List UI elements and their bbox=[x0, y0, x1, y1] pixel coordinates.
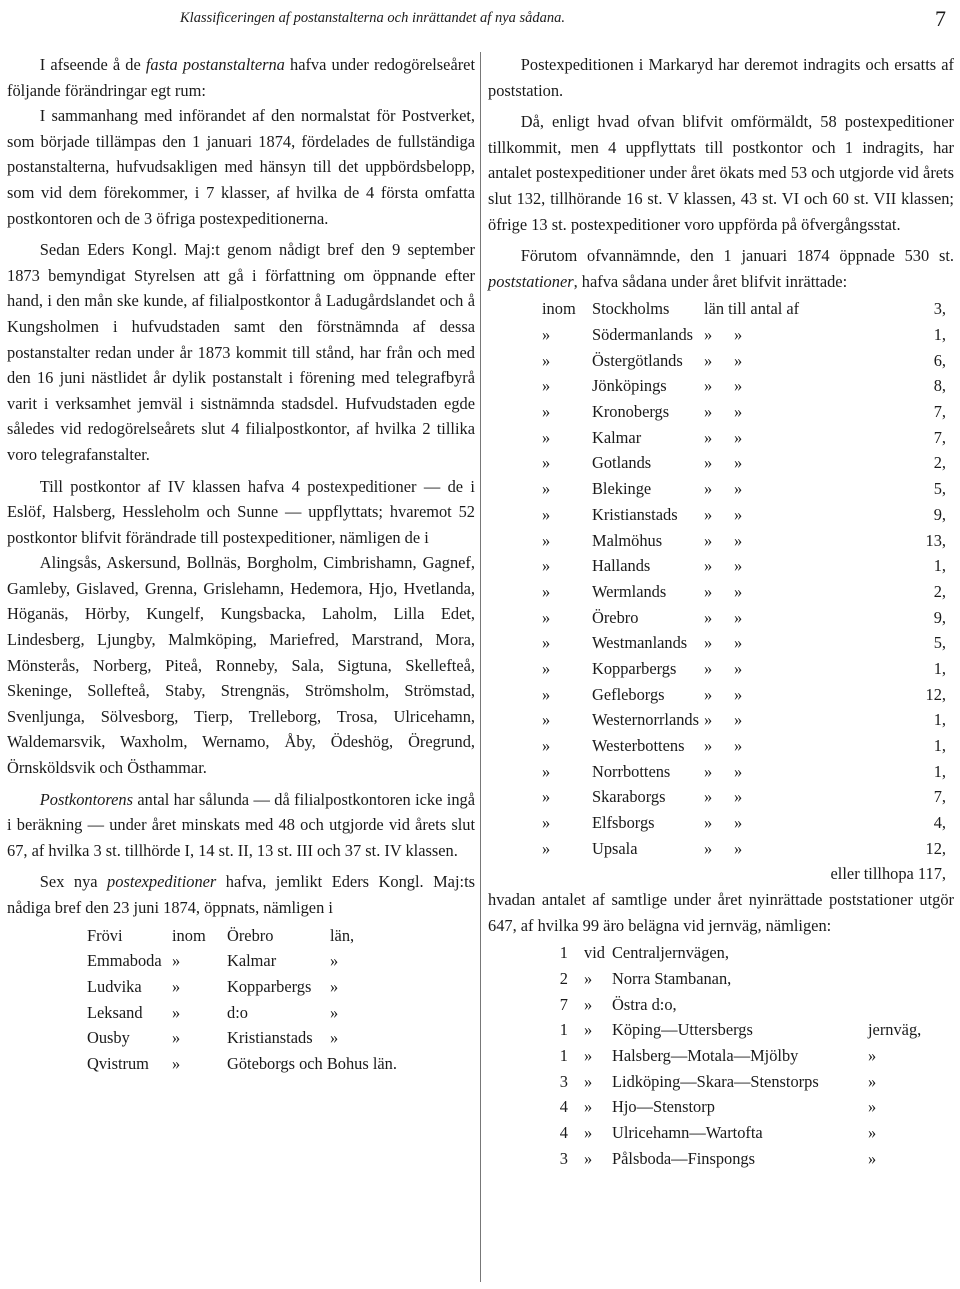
lan-row-cell: Örebro bbox=[592, 607, 639, 627]
railway-row-cell: Lidköping—Skara—Stenstorps bbox=[612, 1071, 819, 1091]
lan-row-cell: Westernorrlands bbox=[592, 710, 700, 730]
lan-row-cell: 7, bbox=[933, 402, 946, 422]
lan-row bbox=[488, 707, 954, 733]
lan-row-cell: 1, bbox=[933, 325, 946, 345]
expeditions-list bbox=[7, 923, 475, 1077]
railway-row-cell: Norra Stambanan, bbox=[612, 968, 732, 988]
text: antal har sålunda — då filialpostkontoren icke ingå i beräkning — under året minskats med 48 och utgjorde vid årets slut 67, af hvilka 3 st. tillhörde I, 14 st. II, 13 st. III och 37 st. IV klassen. bbox=[7, 789, 475, 860]
lan-row-cell: » bbox=[704, 530, 713, 550]
lan-row-cell: » bbox=[734, 787, 743, 807]
railway-row-cell: » bbox=[868, 1148, 877, 1168]
lan-row-cell: Kronobergs bbox=[592, 402, 670, 422]
lan-row-cell: » bbox=[542, 530, 551, 550]
lan-row-cell: » bbox=[704, 376, 713, 396]
lan-row-cell: » bbox=[704, 710, 713, 730]
expedition-row bbox=[7, 1051, 475, 1077]
lan-row-cell: Östergötlands bbox=[592, 350, 683, 370]
emphasis: postexpeditioner bbox=[107, 872, 217, 892]
lan-row-cell: » bbox=[542, 736, 551, 756]
railway-row-cell: vid bbox=[584, 943, 605, 963]
railway-row-cell: » bbox=[584, 1046, 593, 1065]
page-number: 7 bbox=[935, 6, 946, 31]
lan-row-cell: » bbox=[734, 813, 743, 833]
lan-row-cell: » bbox=[542, 813, 551, 833]
lan-row-cell: » bbox=[734, 607, 743, 627]
railway-row-cell: » bbox=[868, 1071, 877, 1091]
lan-row-cell: » bbox=[704, 658, 713, 678]
emphasis: poststationer bbox=[488, 271, 574, 291]
lan-row-cell: » bbox=[542, 479, 551, 499]
lan-row-cell: 8, bbox=[933, 376, 946, 396]
lan-row-cell: Upsala bbox=[592, 838, 638, 858]
lan-row-cell: 9, bbox=[933, 504, 946, 524]
lan-row-cell: 2, bbox=[933, 453, 946, 473]
lan-row-cell: 13, bbox=[925, 530, 946, 550]
lan-row-cell: 1, bbox=[933, 556, 946, 576]
railway-row-cell: 1 bbox=[559, 1020, 568, 1040]
lan-row-cell: » bbox=[704, 479, 713, 499]
paragraph-jernvag: hvadan antalet af samtlige under året nyinrättade poststationer utgör 647, af hvilka 99 äro belägna vid jernväg, nämligen: bbox=[488, 890, 954, 935]
lan-row bbox=[488, 784, 954, 810]
expedition-row bbox=[7, 948, 475, 974]
railway-row-cell: 4 bbox=[559, 1123, 568, 1143]
expedition-row-cell: Qvistrum bbox=[87, 1054, 149, 1074]
lan-row-cell: » bbox=[704, 787, 713, 807]
railway-row-cell: 1 bbox=[559, 1046, 568, 1065]
expedition-row-cell: Ousby bbox=[87, 1028, 130, 1048]
expedition-row-cell: » bbox=[330, 976, 339, 996]
railway-row-cell: » bbox=[584, 994, 593, 1014]
lan-row-cell: inom bbox=[542, 299, 576, 319]
lan-row-cell: » bbox=[734, 504, 743, 524]
lan-row-cell: » bbox=[704, 633, 713, 653]
railway-row bbox=[488, 940, 954, 966]
lan-row-cell: » bbox=[734, 376, 743, 396]
paragraph-markaryd: Postexpeditionen i Markaryd har deremot indragits och ersatts af poststation. bbox=[488, 55, 954, 100]
left-column bbox=[7, 52, 475, 1077]
lan-row-cell: Skaraborgs bbox=[592, 787, 666, 807]
railway-row-cell: Ulricehamn—Wartofta bbox=[612, 1123, 763, 1143]
lan-row-cell: » bbox=[542, 658, 551, 678]
railway-row-cell: » bbox=[868, 1123, 877, 1143]
expedition-row-cell: Örebro bbox=[227, 925, 274, 945]
lan-row bbox=[488, 348, 954, 374]
lan-row-cell: 1, bbox=[933, 658, 946, 678]
railway-row-cell: » bbox=[584, 1097, 593, 1117]
lan-row-cell: » bbox=[542, 633, 551, 653]
lan-row-cell: » bbox=[542, 325, 551, 345]
lan-row bbox=[488, 450, 954, 476]
expedition-row-cell: län, bbox=[330, 925, 355, 945]
right-column bbox=[488, 52, 954, 1171]
railway-row bbox=[488, 1094, 954, 1120]
lan-row bbox=[488, 296, 954, 322]
paragraph-uppflyttade: Till postkontor af IV klassen hafva 4 postexpeditioner — de i Eslöf, Halsberg, Hessleholm och Sunne — uppflyttats; hvaremot 52 postkontor blifvit förändrade till postexpeditioner, nämligen de i bbox=[7, 476, 475, 547]
railway-row-cell: Köping—Uttersbergs bbox=[612, 1020, 753, 1040]
lan-row-cell: län till antal af bbox=[704, 299, 800, 319]
railway-row-cell: » bbox=[584, 1123, 593, 1143]
expedition-row bbox=[7, 1025, 475, 1051]
lan-row-cell: » bbox=[542, 581, 551, 601]
lan-row-cell: » bbox=[704, 607, 713, 627]
lan-row-cell: » bbox=[704, 350, 713, 370]
emphasis: fasta postanstalterna bbox=[145, 55, 285, 74]
expedition-row-cell: Emmaboda bbox=[87, 951, 162, 971]
lan-row bbox=[488, 759, 954, 785]
lan-row-cell: » bbox=[542, 761, 551, 781]
lan-row-cell: » bbox=[734, 350, 743, 370]
lan-row-cell: 4, bbox=[933, 813, 946, 833]
paragraph-nya-postexpeditioner bbox=[7, 869, 475, 920]
lan-row-cell: 12, bbox=[925, 684, 946, 704]
lan-row-cell: » bbox=[704, 761, 713, 781]
paragraph-postkontorens-antal bbox=[7, 787, 475, 864]
railway-row bbox=[488, 1069, 954, 1095]
lan-row-cell: Jönköpings bbox=[592, 376, 667, 396]
text: , hafva sådana under året blifvit inrättade: bbox=[573, 271, 848, 291]
railway-row bbox=[488, 966, 954, 992]
text: hafva, jemlikt Eders Kongl. Maj:ts nådiga bref den 23 juni 1874, öppnats, nämligen i bbox=[7, 872, 475, 917]
lan-row bbox=[488, 322, 954, 348]
lan-row-cell: » bbox=[542, 684, 551, 704]
lan-row-cell: » bbox=[704, 684, 713, 704]
lan-row-cell: Norrbottens bbox=[592, 761, 671, 781]
lan-row bbox=[488, 733, 954, 759]
lan-row bbox=[488, 579, 954, 605]
railway-row-cell: Pålsboda—Finspongs bbox=[612, 1148, 755, 1168]
lan-row bbox=[488, 502, 954, 528]
lan-row-cell: » bbox=[734, 402, 743, 422]
lan-row bbox=[488, 656, 954, 682]
expedition-row-cell: » bbox=[330, 951, 339, 971]
lan-row-cell: » bbox=[704, 838, 713, 858]
expedition-row-cell: » bbox=[330, 1002, 339, 1022]
paragraph-town-list: Alingsås, Askersund, Bollnäs, Borgholm, Cimbrishamn, Gagnef, Gamleby, Gislaved, Grenna, Grislehamn, Hedemora, Hjo, Hvetlanda, Höganäs, Hörby, Kungelf, Kungsbacka, Laholm, Lilla Edet, Lindesberg, Ljungby, Malmköping, Mariefred, Marstrand, Mora, Mönsterås, Norberg, Piteå, Ronneby, Sala, Sigtuna, Skellefteå, Skeninge, Sollefteå, Staby, Strengnäs, Strömsholm, Strömstad, Svenljunga, Sölvesborg, Tierp, Trelleborg, Trosa, Ulricehamn, Waldemarsvik, Waxholm, Wernamo, Åby, Ödeshög, Öregrund, Örnsköldsvik och Östhammar. bbox=[7, 553, 475, 778]
lan-row-cell: » bbox=[542, 427, 551, 447]
lan-row-cell: 3, bbox=[933, 299, 946, 319]
lan-row-cell: » bbox=[542, 402, 551, 422]
railway-row-cell: Halsberg—Motala—Mjölby bbox=[612, 1046, 799, 1065]
railway-row-cell: 7 bbox=[559, 994, 568, 1014]
expedition-row-cell: Ludvika bbox=[87, 976, 142, 996]
railway-row-cell: 3 bbox=[559, 1071, 568, 1091]
paragraph-filialpostkontor: Sedan Eders Kongl. Maj:t genom nådigt bref den 9 september 1873 bemyndigat Styrelsen att gå i författning om öppnande efter hand, i den mån ske kunde, af filialpostkontor å Ladugårdslandet och å Kungsholmen i hufvudstaden samt den förstnämnda af dessa postanstalter redan under år 1873 kommit till stånd, har från och med den 16 juni nästlidet år dylik postanstalt i förening med telegrafbyrå varit i verksamhet jemväl i sistnämnda stadsdel. Hufvudstaden egde således vid redogörelseårets slut 4 filialpostkontor, af hvilka 2 tillika voro telegrafanstalter. bbox=[7, 240, 475, 464]
text: Sex nya bbox=[39, 872, 108, 892]
expedition-row-cell: Leksand bbox=[87, 1002, 143, 1022]
lan-row-cell: » bbox=[704, 813, 713, 833]
expedition-row-cell: » bbox=[172, 1054, 181, 1074]
lan-row-cell: » bbox=[704, 736, 713, 756]
railway-row-cell: » bbox=[584, 1071, 593, 1091]
railway-row-cell: » bbox=[584, 1020, 593, 1040]
lan-row-cell: » bbox=[734, 556, 743, 576]
lan-row-cell: » bbox=[542, 504, 551, 524]
page-header bbox=[0, 6, 960, 36]
text: I afseende å de bbox=[39, 55, 146, 74]
railway-row-cell: 2 bbox=[559, 968, 568, 988]
expedition-row-cell: » bbox=[172, 976, 181, 996]
lan-row-cell: 6, bbox=[933, 350, 946, 370]
expedition-row-cell: Kristianstads bbox=[227, 1028, 313, 1048]
lan-row-cell: Wermlands bbox=[592, 581, 667, 601]
expedition-row bbox=[7, 974, 475, 1000]
lan-row bbox=[488, 476, 954, 502]
railway-row-cell: jernväg, bbox=[868, 1020, 922, 1040]
total-line: eller tillhopa 117, bbox=[830, 864, 946, 884]
expedition-row-cell: Kalmar bbox=[227, 951, 277, 971]
railway-row-cell: 4 bbox=[559, 1097, 568, 1117]
lan-row-cell: » bbox=[704, 556, 713, 576]
lan-row-cell: Gotlands bbox=[592, 453, 652, 473]
expedition-row-cell: Göteborgs och Bohus län. bbox=[227, 1054, 397, 1074]
expedition-row-cell: » bbox=[172, 951, 181, 971]
lan-row-cell: » bbox=[734, 838, 743, 858]
lan-row-cell: 7, bbox=[933, 787, 946, 807]
railway-row bbox=[488, 1043, 954, 1069]
lan-row-cell: » bbox=[734, 581, 743, 601]
lan-row bbox=[488, 553, 954, 579]
railway-row bbox=[488, 1017, 954, 1043]
lan-row-cell: 5, bbox=[933, 479, 946, 499]
railway-row-cell: » bbox=[584, 968, 593, 988]
lan-row-cell: » bbox=[734, 761, 743, 781]
lan-row bbox=[488, 605, 954, 631]
lan-row bbox=[488, 399, 954, 425]
lan-row-cell: Hallands bbox=[592, 556, 651, 576]
lan-row-cell: » bbox=[542, 350, 551, 370]
lan-row-cell: Westerbottens bbox=[592, 736, 685, 756]
lan-row bbox=[488, 682, 954, 708]
lan-row-cell: Westmanlands bbox=[592, 633, 688, 653]
lan-row-cell: » bbox=[704, 402, 713, 422]
lan-row bbox=[488, 528, 954, 554]
running-title: Klassificeringen af postanstalterna och inrättandet af nya sådana. bbox=[180, 10, 566, 26]
lan-row-cell: » bbox=[704, 427, 713, 447]
lan-row-cell: » bbox=[704, 504, 713, 524]
lan-row-cell: » bbox=[704, 453, 713, 473]
paragraph-poststationer bbox=[488, 243, 954, 294]
expedition-row-cell: » bbox=[330, 1028, 339, 1048]
text: hafva under redogörelseåret följande förändringar egt rum: bbox=[7, 55, 476, 100]
lan-row-cell: 1, bbox=[933, 761, 946, 781]
lan-row-cell: 7, bbox=[933, 427, 946, 447]
lan-row-cell: » bbox=[734, 710, 743, 730]
lan-row-cell: 1, bbox=[933, 710, 946, 730]
railway-row bbox=[488, 992, 954, 1018]
lan-row-cell: » bbox=[704, 325, 713, 345]
railway-list bbox=[488, 940, 954, 1171]
railway-row bbox=[488, 1146, 954, 1172]
railway-row-cell: 3 bbox=[559, 1148, 568, 1168]
lan-row-cell: Elfsborgs bbox=[592, 813, 655, 833]
lan-row bbox=[488, 810, 954, 836]
column-divider bbox=[480, 52, 481, 1282]
expedition-row-cell: » bbox=[172, 1028, 181, 1048]
expedition-row-cell: Kopparbergs bbox=[227, 976, 312, 996]
railway-row-cell: Östra d:o, bbox=[612, 994, 677, 1014]
railway-row-cell: 1 bbox=[559, 943, 568, 963]
text: Förutom ofvannämnde, den 1 januari 1874 öppnade 530 st. bbox=[520, 246, 954, 266]
lan-row-cell: 5, bbox=[933, 633, 946, 653]
lan-row-cell: Stockholms bbox=[592, 299, 670, 319]
expedition-row-cell: inom bbox=[172, 925, 206, 945]
lan-row-cell: 9, bbox=[933, 607, 946, 627]
lan-row-cell: » bbox=[542, 376, 551, 396]
lan-row-cell: » bbox=[734, 736, 743, 756]
emphasis: Postkontorens bbox=[39, 789, 133, 809]
lan-row bbox=[488, 425, 954, 451]
lan-row-cell: Malmöhus bbox=[592, 530, 663, 550]
expedition-row bbox=[7, 923, 475, 949]
lan-row-cell: » bbox=[704, 581, 713, 601]
lan-row-cell: » bbox=[542, 556, 551, 576]
paragraph-fasta-postanstalter bbox=[7, 52, 475, 103]
lan-row-cell: Gefleborgs bbox=[592, 684, 665, 704]
railway-row bbox=[488, 1120, 954, 1146]
paragraph-postexpeditioner-summary: Då, enligt hvad ofvan blifvit omförmäldt, 58 postexpeditioner tillkommit, men 4 uppflyttats till postkontor och 1 indragits, har antalet postexpeditioner under året ökats med 53 och utgjorde vid årets slut 132, tillhörande 16 st. V klassen, 43 st. VI och 60 st. VII klassen; öfrige 13 st. postexpeditioner voro uppförda på öfvergångsstat. bbox=[488, 112, 954, 234]
railway-row-cell: » bbox=[868, 1097, 877, 1117]
lan-row-cell: » bbox=[542, 607, 551, 627]
railway-row-cell: » bbox=[584, 1148, 593, 1168]
railway-row-cell: Hjo—Stenstorp bbox=[612, 1097, 715, 1117]
lan-row-cell: Kristianstads bbox=[592, 504, 678, 524]
lan-row-cell: » bbox=[542, 453, 551, 473]
lan-row bbox=[488, 373, 954, 399]
lan-row-cell: » bbox=[734, 479, 743, 499]
lan-row-cell: » bbox=[542, 787, 551, 807]
expedition-row-cell: » bbox=[172, 1002, 181, 1022]
lan-row-cell: 12, bbox=[925, 838, 946, 858]
lan-row-cell: » bbox=[542, 710, 551, 730]
lan-row-cell: » bbox=[734, 633, 743, 653]
lan-row-cell: » bbox=[734, 453, 743, 473]
lan-list bbox=[488, 296, 954, 861]
lan-row-cell: » bbox=[734, 427, 743, 447]
lan-row-cell: Kopparbergs bbox=[592, 658, 677, 678]
expedition-row-cell: d:o bbox=[227, 1002, 248, 1022]
lan-row-cell: 2, bbox=[933, 581, 946, 601]
lan-row bbox=[488, 630, 954, 656]
lan-row-cell: Kalmar bbox=[592, 427, 642, 447]
lan-row-cell: » bbox=[734, 325, 743, 345]
expedition-row-cell: Frövi bbox=[87, 925, 123, 945]
lan-row-cell: » bbox=[734, 530, 743, 550]
lan-row-cell: 1, bbox=[933, 736, 946, 756]
lan-row-cell: » bbox=[734, 684, 743, 704]
paragraph-normalstat: I sammanhang med införandet af den normalstat för Postverket, som började tillämpas den 1 januari 1874, fördelades de fullständiga postanstalterna, hufvudsakligen med hänsyn till det uppbördsbelopp, som vid dem förekommer, i 7 klasser, af hvilka de 4 första omfatta postkontoren och de 3 öfriga postexpeditionerna. bbox=[7, 106, 475, 228]
lan-row-cell: Blekinge bbox=[592, 479, 652, 499]
railway-row-cell: » bbox=[868, 1046, 877, 1065]
railway-row-cell: Centraljernvägen, bbox=[612, 943, 729, 963]
expedition-row bbox=[7, 1000, 475, 1026]
lan-row-cell: » bbox=[542, 838, 551, 858]
lan-row bbox=[488, 836, 954, 862]
lan-row-cell: » bbox=[734, 658, 743, 678]
lan-row-cell: Södermanlands bbox=[592, 325, 694, 345]
